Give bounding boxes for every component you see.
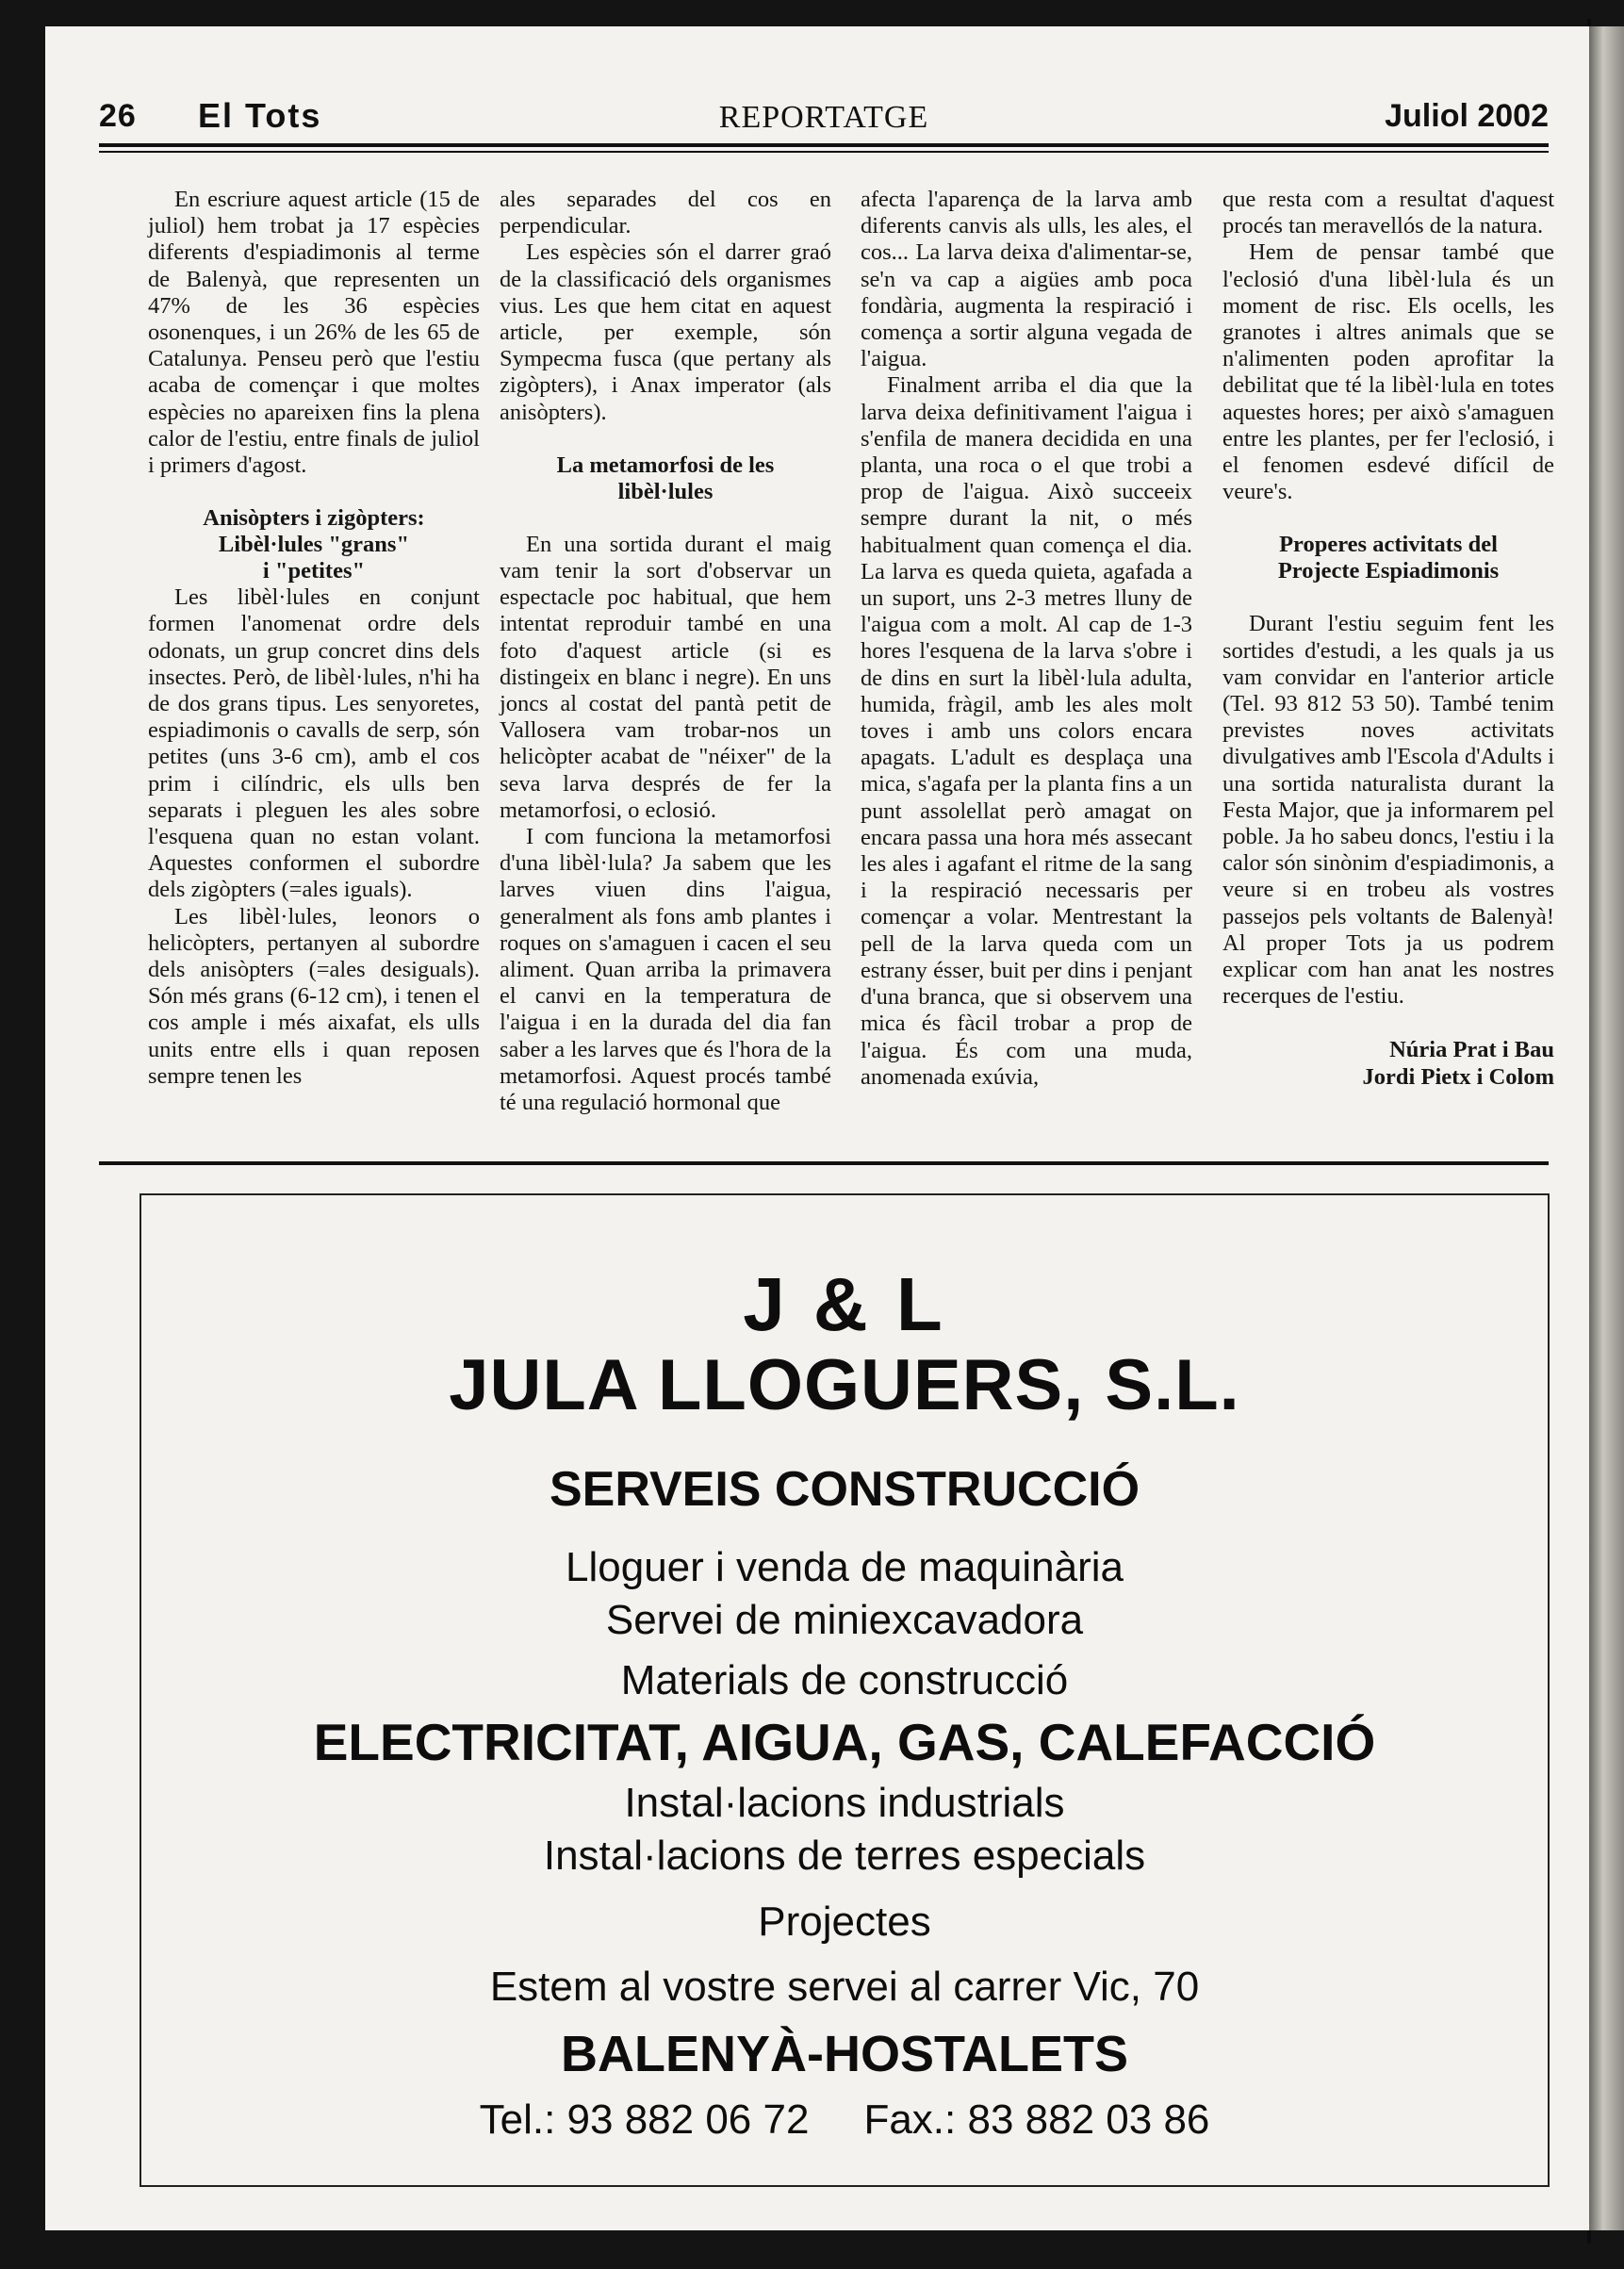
spacer — [1222, 505, 1554, 532]
paragraph: que resta com a resultat d'aquest procés tan meravellós de la natura. — [1222, 187, 1554, 239]
heading-line: Libèl·lules "grans" — [218, 532, 410, 558]
ad-phone: Tel.: 93 882 06 72 — [479, 2096, 810, 2143]
heading-line: libèl·lules — [617, 478, 714, 504]
heading-line: La metamorfosi de les — [556, 452, 775, 478]
ad-address: Estem al vostre servei al carrer Vic, 70 — [489, 1964, 1200, 2010]
paragraph: afecta l'aparença de la larva amb diferents canvis als ulls, les ales, el cos... La larva deixa d'alimentar-se, se'n va cap a aigües amb poca fondària, augmenta la respiració i comença a sortir alguna vegada de l'aigua. — [861, 187, 1192, 372]
ad-utilities-heading: ELECTRICITAT, AIGUA, GAS, CALEFACCIÓ — [313, 1713, 1376, 1771]
header-rule-thick — [99, 143, 1549, 147]
section-heading-metamorfosi — [500, 452, 831, 505]
paragraph: En escriure aquest article (15 de juliol) hem trobat ja 17 espècies diferents d'espiadimonis al terme de Balenyà, que representen un 47% de les 36 espècies osonenques, i un 26% de les 65 de Catalunya. Penseu però que l'estiu acaba de començar i que moltes espècies no apareixen fins la plena calor de l'estiu, entre finals de juliol i primers d'agost. — [148, 187, 480, 479]
heading-line: Anisòpters i zigòpters: — [203, 505, 425, 532]
page-number: 26 — [99, 98, 137, 134]
author-name: Jordi Pietx i Colom — [1362, 1064, 1554, 1091]
heading-line: Projecte Espiadimonis — [1277, 558, 1500, 584]
ad-services-heading: SERVEIS CONSTRUCCIÓ — [549, 1462, 1140, 1517]
paragraph: Les libèl·lules, leonors o helicòpters, pertanyen al subordre dels anisòpters (=ales desiguals). Són més grans (6-12 cm), i tenen el cos ample i més aixafat, els ulls units entre ells i quan reposen sempre tenen les — [148, 903, 480, 1089]
spacer — [500, 505, 831, 532]
ad-fax: Fax.: 83 882 03 86 — [863, 2096, 1210, 2143]
spacer — [1222, 1010, 1554, 1036]
issue-date: Juliol 2002 — [1385, 98, 1549, 134]
article-column-1 — [148, 187, 480, 1090]
section-heading-activitats — [1222, 532, 1554, 584]
paragraph: Les espècies són el darrer graó de la classificació dels organismes vius. Les que hem citat en aquest article, per exemple, són Sympecma fusca (que pertany als zigòpters), i Anax imperator (als anisòpters). — [500, 239, 831, 425]
paragraph: Les libèl·lules en conjunt formen l'anomenat ordre dels odonats, un grup concret dins dels insectes. Però, de libèl·lules, n'hi ha de dos grans tipus. Les senyoretes, espiadimonis o cavalls de serp, són petites (uns 3-6 cm), amb el cos prim i cilíndric, els ulls ben separats i pleguen les ales sobre l'esquena quan no estan volant. Aquestes conformen el subordre dels zigòpters (=ales iguals). — [148, 584, 480, 903]
ad-contact — [141, 2096, 1548, 2144]
heading-line: i "petites" — [262, 558, 366, 584]
paragraph: ales separades del cos en perpendicular. — [500, 187, 831, 239]
book-spine — [1589, 26, 1624, 2230]
section-title: REPORTATGE — [718, 100, 929, 135]
advertisement-jula-lloguers — [139, 1193, 1550, 2187]
ad-company-name: JULA LLOGUERS, S.L. — [449, 1345, 1240, 1425]
ad-service-line: Instal·lacions de terres especials — [543, 1833, 1146, 1879]
ad-town: BALENYÀ-HOSTALETS — [561, 2026, 1128, 2082]
paragraph: Hem de pensar també que l'eclosió d'una libèl·lula és un moment de risc. Els ocells, les granotes i altres animals que se n'alimenten poden aprofitar la debilitat que té la libèl·lula en totes aquestes hores; per això s'amaguen entre les plantes, per fer l'eclosió, i el fenomen esdevé difícil de veure's. — [1222, 239, 1554, 505]
section-heading-anisopters — [148, 505, 480, 584]
article-body — [99, 187, 1554, 1148]
spacer — [500, 426, 831, 452]
ad-service-line: Instal·lacions industrials — [624, 1780, 1065, 1826]
ad-service-line: Materials de construcció — [620, 1657, 1069, 1703]
paragraph: En una sortida durant el maig vam tenir la sort d'observar un espectacle poc habitual, que hem intentat reproduir també en una foto d'aquest article (si es distingeix en blanc i negre). En uns joncs al costat del pantà petit de Vallosera vam trobar-nos un helicòpter acabat de "néixer" de la seva larva després de fer la metamorfosi, o eclosió. — [500, 531, 831, 823]
ad-service-line: Projectes — [758, 1899, 931, 1945]
paragraph: Finalment arriba el dia que la larva deixa definitivament l'aigua i s'enfila de manera decidida en una planta, una roca o el que trobi a prop de l'aigua. Això succeeix sempre durant la nit, o més habitualment quan comença el dia. La larva es queda quieta, agafada a un suport, uns 2-3 metres lluny de l'aigua com a molt. Al cap de 1-3 hores l'esquena de la larva s'obre i de dins en surt la libèl·lula adulta, humida, fràgil, amb les ales molt toves i amb uns colors encara apagats. L'adult es desplaça una mica, s'agafa per la planta fins a un punt assolellat però amagat on encara passa una hora més assecant les ales i agafant el ritme de la sang i la respiració necessaris per començar a volar. Mentrestant la pell de la larva queda com un estrany ésser, buit per dins i penjant d'una branca, que si observem una mica és fàcil trobar a prop de l'aigua. És com una muda, anomenada exúvia, — [861, 372, 1192, 1090]
publication-name: El Tots — [198, 96, 322, 135]
article-column-2 — [500, 187, 831, 1116]
spacer — [148, 479, 480, 505]
spacer — [1222, 584, 1554, 611]
header-rule-thin — [99, 151, 1549, 153]
article-column-4 — [1222, 187, 1554, 1091]
paragraph: Durant l'estiu seguim fent les sortides d'estudi, a les quals ja us vam convidar en l'anterior article (Tel. 93 812 53 50). També tenim previstes noves activitats divulgatives amb l'Escola d'Adults i una sortida naturalista durant la Festa Major, que ja informarem pel poble. Ja ho sabeu doncs, l'estiu i la calor són sinònim d'espiadimonis, a veure si en trobeu als vostres passejos pels voltants de Balenyà! Al proper Tots ja us podrem explicar com han anat les nostres recerques de l'estiu. — [1222, 611, 1554, 1010]
paragraph: I com funciona la metamorfosi d'una libèl·lula? Ja sabem que les larves viuen dins l'aigua, generalment als fons amb plantes i roques on s'amaguen i cacen el seu aliment. Quan arriba la primavera el canvi en la temperatura de l'aigua i en la durada del dia fan saber a les larves que és l'hora de la metamorfosi. Aquest procés també té una regulació hormonal que — [500, 824, 831, 1116]
article-column-3 — [861, 187, 1192, 1091]
ad-service-line: Servei de miniexcavadora — [605, 1597, 1084, 1643]
author-name: Núria Prat i Bau — [1389, 1037, 1554, 1063]
heading-line: Properes activitats del — [1279, 532, 1498, 558]
ad-logo: J & L — [743, 1262, 946, 1346]
advertisement-rule — [99, 1161, 1549, 1165]
ad-service-line: Lloguer i venda de maquinària — [566, 1544, 1124, 1590]
page-header — [99, 77, 1549, 143]
